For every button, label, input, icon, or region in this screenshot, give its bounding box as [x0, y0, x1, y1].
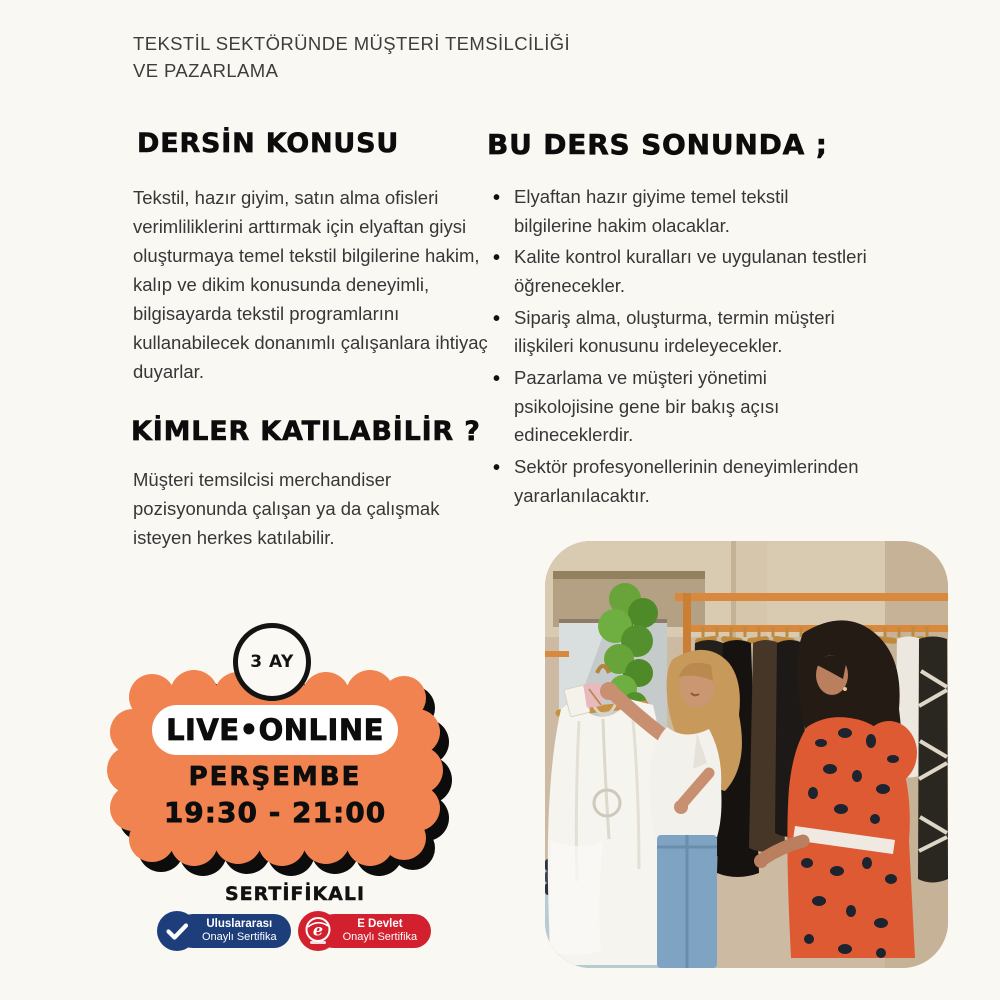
left-column [133, 128, 499, 552]
mode-pill [152, 705, 398, 755]
flyer-header-line1: TEKSTİL SEKTÖRÜNDE MÜŞTERİ TEMSİLCİLİĞİ [133, 33, 571, 54]
right-column [487, 128, 869, 513]
boutique-photo [545, 541, 948, 968]
duration-label: 3 AY [250, 652, 294, 672]
badge-line1: Uluslararası [206, 918, 273, 931]
badge-international [157, 911, 291, 951]
outcome-item: • Sipariş alma, oluşturma, termin müşteri ilişkileri konusunu irdeleyecekler. [487, 304, 869, 361]
badge-line2: Onaylı Sertifika [342, 931, 418, 944]
boutique-photo-illustration [545, 541, 948, 968]
flyer-header-line2: VE PAZARLAMA [133, 59, 279, 81]
duration-badge [233, 623, 311, 701]
outcomes-list [487, 183, 869, 510]
certification-title: SERTİFİKALI [224, 883, 366, 905]
who-body: Müşteri temsilcisi merchandiser pozisyonunda çalışan ya da çalışmak isteyen herkes katılabilir. [133, 469, 440, 549]
badge-line2: Onaylı Sertifika [202, 931, 277, 944]
who-title: KİMLER KATILABİLİR ? [131, 416, 481, 448]
svg-text:e: e [312, 920, 323, 940]
checkmark-icon [157, 911, 197, 951]
outcome-item: • Sektör profesyonellerinin deneyimlerinden yararlanılacaktır. [487, 453, 869, 510]
mode-label: LIVE•ONLINE [166, 713, 384, 747]
outcome-item: • Kalite kontrol kuralları ve uygulanan testleri öğrenecekler. [487, 243, 869, 300]
schedule-day: PERŞEMBE [188, 762, 362, 792]
e-devlet-icon [298, 911, 338, 951]
certification-badges [157, 911, 431, 951]
badge-edevlet [298, 911, 432, 951]
topic-title: DERSİN KONUSU [137, 128, 400, 159]
outcomes-title: BU DERS SONUNDA ; [487, 128, 828, 161]
white-dress [548, 666, 667, 965]
outcome-item: • Pazarlama ve müşteri yönetimi psikolojisine gene bir bakış açısı edineceklerdir. [487, 364, 869, 450]
schedule-time: 19:30 - 21:00 [163, 796, 387, 829]
badge-line1: E Devlet [357, 918, 403, 931]
outcome-item: • Elyaftan hazır giyime temel tekstil bilgilerine hakim olacaklar. [487, 183, 869, 240]
topic-body: Tekstil, hazır giyim, satın alma ofisleri verimliliklerini arttırmak için elyaftan giysi oluşturmaya temel tekstil bilgilerine hakim, kalıp ve dikim konusunda deneyimli, bilgisayarda tekstil programlarını kullanabilecek donanımlı çalışanlara ihtiyaç duyarlar. [133, 187, 488, 383]
flyer-header [133, 31, 570, 85]
